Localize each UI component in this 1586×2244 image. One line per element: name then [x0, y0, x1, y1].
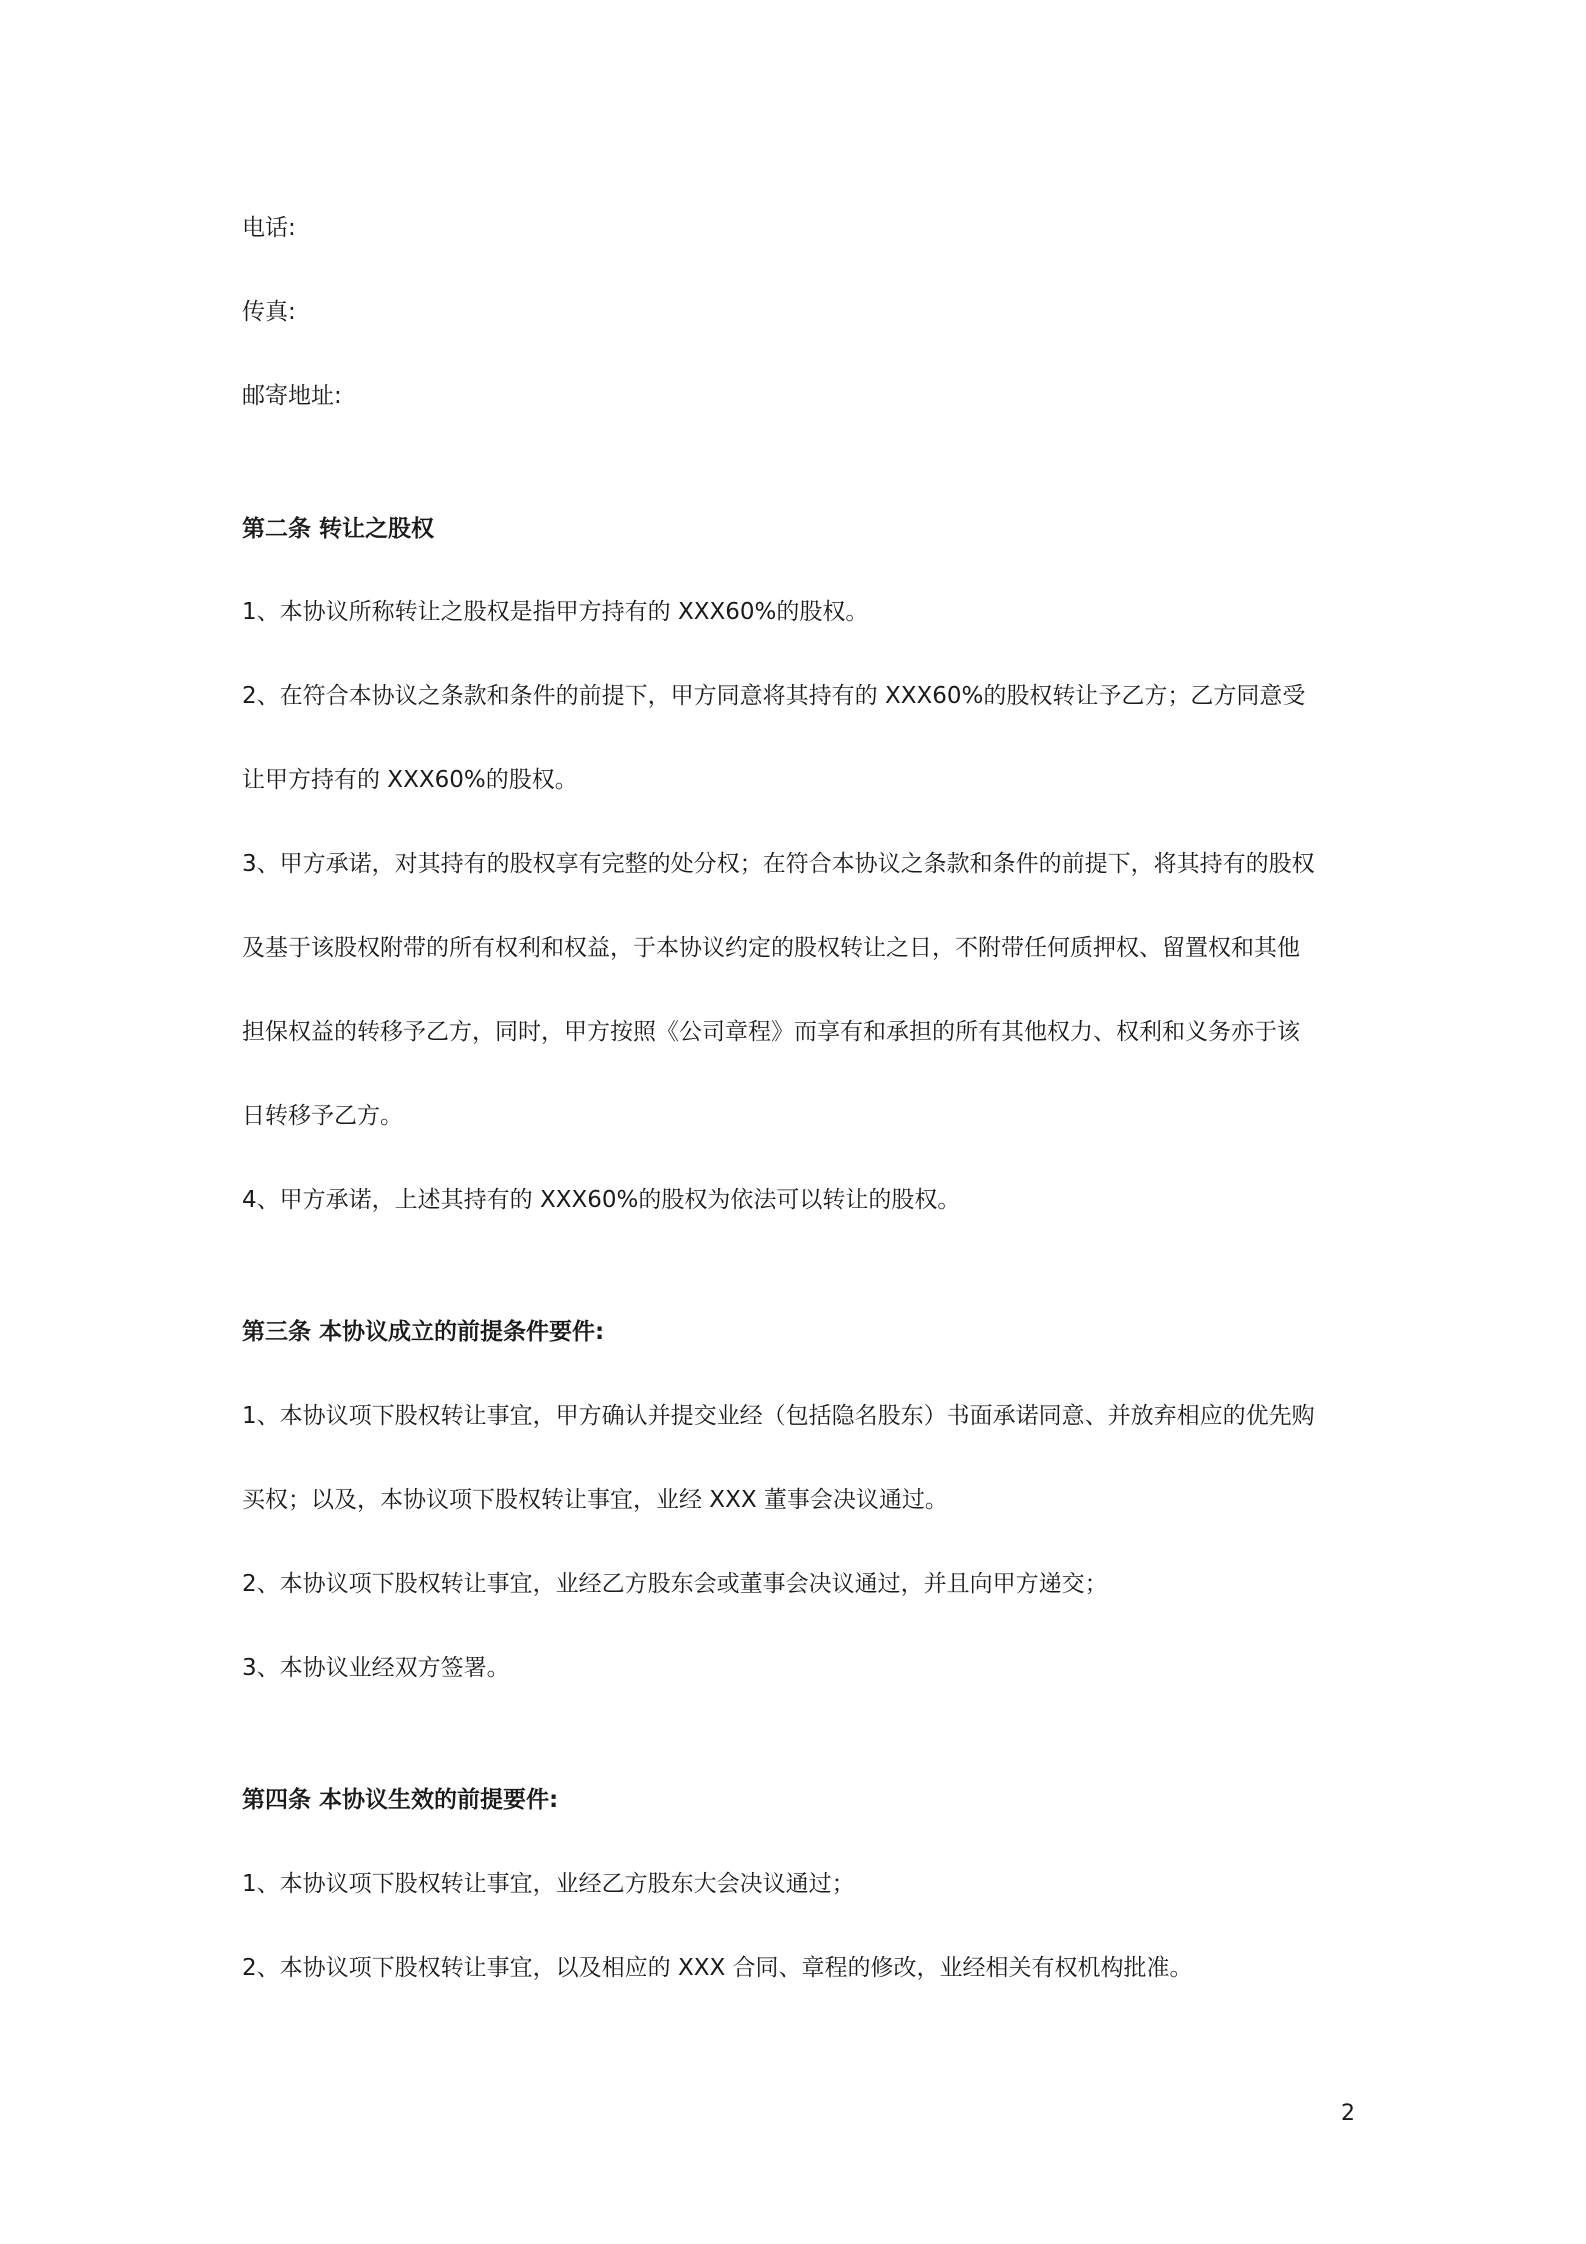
- mail-address-label: 邮寄地址:: [242, 383, 342, 409]
- section-4-line: 2、本协议项下股权转让事宜，以及相应的 XXX 合同、章程的修改，业经相关有权机构批准。: [242, 1955, 1193, 1981]
- section-3-line: 买权；以及，本协议项下股权转让事宜，业经 XXX 董事会决议通过。: [242, 1487, 948, 1513]
- section-3-title: 第三条 本协议成立的前提条件要件:: [242, 1319, 605, 1345]
- section-2-line: 担保权益的转移予乙方，同时，甲方按照《公司章程》而享有和承担的所有其他权力、权利和义务亦于该: [242, 1019, 1300, 1045]
- section-2-title: 第二条 转让之股权: [242, 516, 435, 542]
- section-2-line: 3、甲方承诺，对其持有的股权享有完整的处分权；在符合本协议之条款和条件的前提下，将其持有的股权: [242, 851, 1315, 877]
- section-4-title: 第四条 本协议生效的前提要件:: [242, 1787, 559, 1813]
- page-number: 2: [1341, 2101, 1355, 2126]
- section-2-line: 日转移予乙方。: [242, 1103, 403, 1129]
- fax-label: 传真:: [242, 299, 296, 325]
- phone-label: 电话:: [242, 215, 296, 241]
- section-2-line: 4、甲方承诺，上述其持有的 XXX60%的股权为依法可以转让的股权。: [242, 1187, 961, 1213]
- section-3-line: 2、本协议项下股权转让事宜，业经乙方股东会或董事会决议通过，并且向甲方递交；: [242, 1571, 1108, 1597]
- section-3-line: 3、本协议业经双方签署。: [242, 1655, 510, 1681]
- section-3-line: 1、本协议项下股权转让事宜，甲方确认并提交业经（包括隐名股东）书面承诺同意、并放弃相应的优先购: [242, 1403, 1315, 1429]
- section-2-line: 让甲方持有的 XXX60%的股权。: [242, 767, 578, 793]
- section-2-line: 及基于该股权附带的所有权利和权益，于本协议约定的股权转让之日，不附带任何质押权、留置权和其他: [242, 935, 1300, 961]
- section-2-line: 1、本协议所称转让之股权是指甲方持有的 XXX60%的股权。: [242, 599, 869, 625]
- section-2-line: 2、在符合本协议之条款和条件的前提下，甲方同意将其持有的 XXX60%的股权转让予乙方；乙方同意受: [242, 683, 1306, 709]
- section-4-line: 1、本协议项下股权转让事宜，业经乙方股东大会决议通过；: [242, 1871, 855, 1897]
